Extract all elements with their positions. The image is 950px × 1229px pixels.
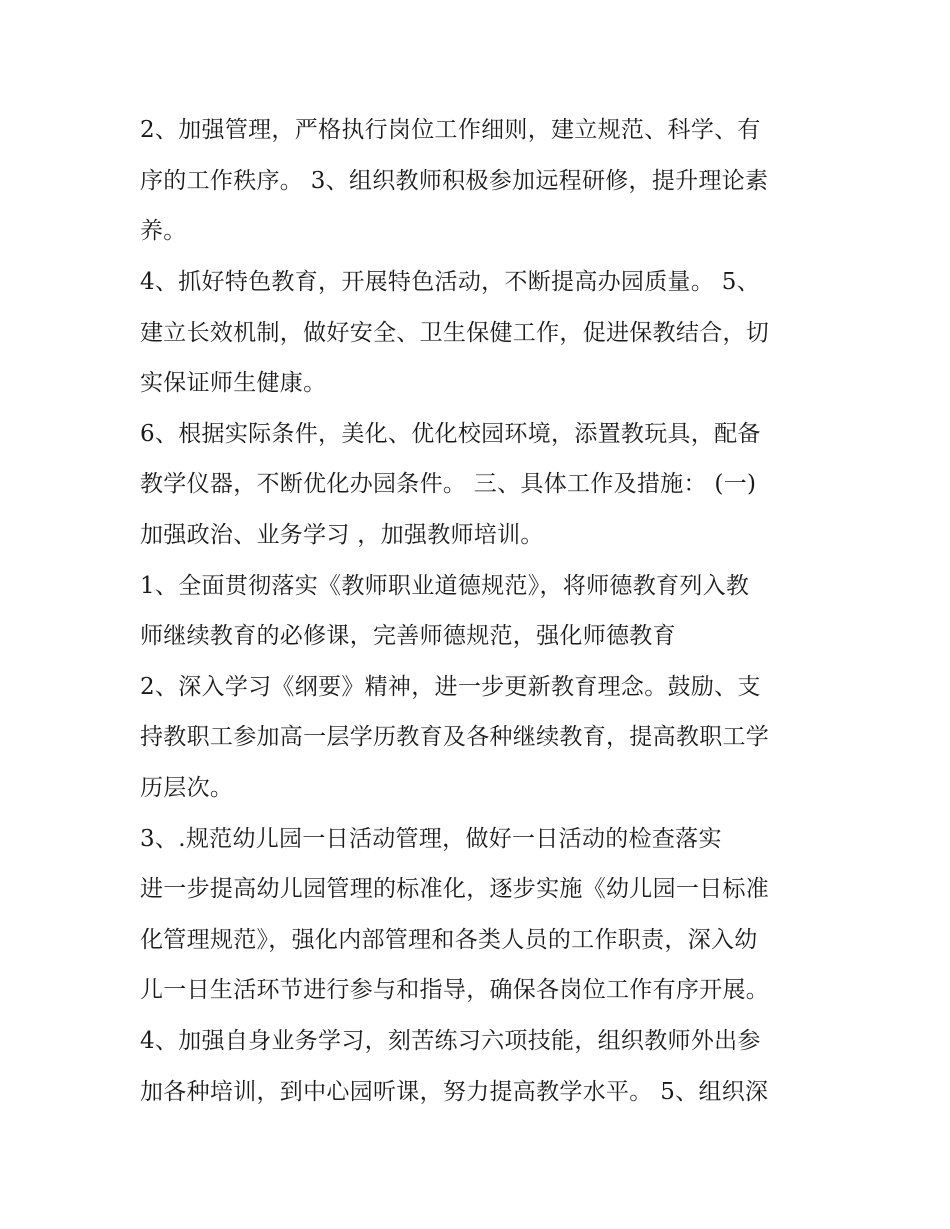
text-line: 儿一日生活环节进行参与和指导，确保各岗位工作有序开展。 (140, 977, 770, 1003)
text-line: 2、深入学习《纲要》精神，进一步更新教育理念。鼓励、支 (140, 674, 761, 700)
text-line: 3、.规范幼儿园一日活动管理，做好一日活动的检查落实 (140, 826, 722, 852)
text-line: 养。 (140, 218, 187, 244)
text-line: 6、根据实际条件，美化、优化校园环境，添置教玩具，配备 (140, 421, 761, 447)
text-line: 进一步提高幼儿园管理的标准化，逐步实施《幼儿园一日标准 (140, 876, 770, 902)
text-line: 化管理规范》，强化内部管理和各类人员的工作职责，深入幼 (140, 927, 758, 953)
text-line: 历层次。 (140, 775, 234, 801)
text-line: 1、全面贯彻落实《教师职业道德规范》，将师德教育列入教 (140, 573, 750, 599)
text-line: 持教职工参加高一层学历教育及各种继续教育，提高教职工学 (140, 724, 770, 750)
text-line: 加各种培训，到中心园听课，努力提高教学水平。 5、组织深 (140, 1079, 769, 1105)
text-line: 师继续教育的必修课，完善师德规范，强化师德教育 (140, 623, 676, 649)
text-line: 2、加强管理，严格执行岗位工作细则，建立规范、科学、有 (140, 117, 761, 143)
text-line: 实保证师生健康。 (140, 370, 327, 396)
text-line: 加强政治、业务学习 ，加强教师培训。 (140, 522, 544, 548)
text-line: 4、抓好特色教育，开展特色活动，不断提高办园质量。 5、 (140, 269, 760, 295)
text-line: 建立长效机制，做好安全、卫生保健工作，促进保教结合，切 (140, 320, 770, 346)
text-line: 教学仪器，不断优化办园条件。 三、具体工作及措施： (一) (140, 471, 757, 497)
text-line: 4、加强自身业务学习，刻苦练习六项技能，组织教师外出参 (140, 1028, 761, 1054)
text-line: 序的工作秩序。 3、组织教师积极参加远程研修，提升理论素 (140, 168, 769, 194)
